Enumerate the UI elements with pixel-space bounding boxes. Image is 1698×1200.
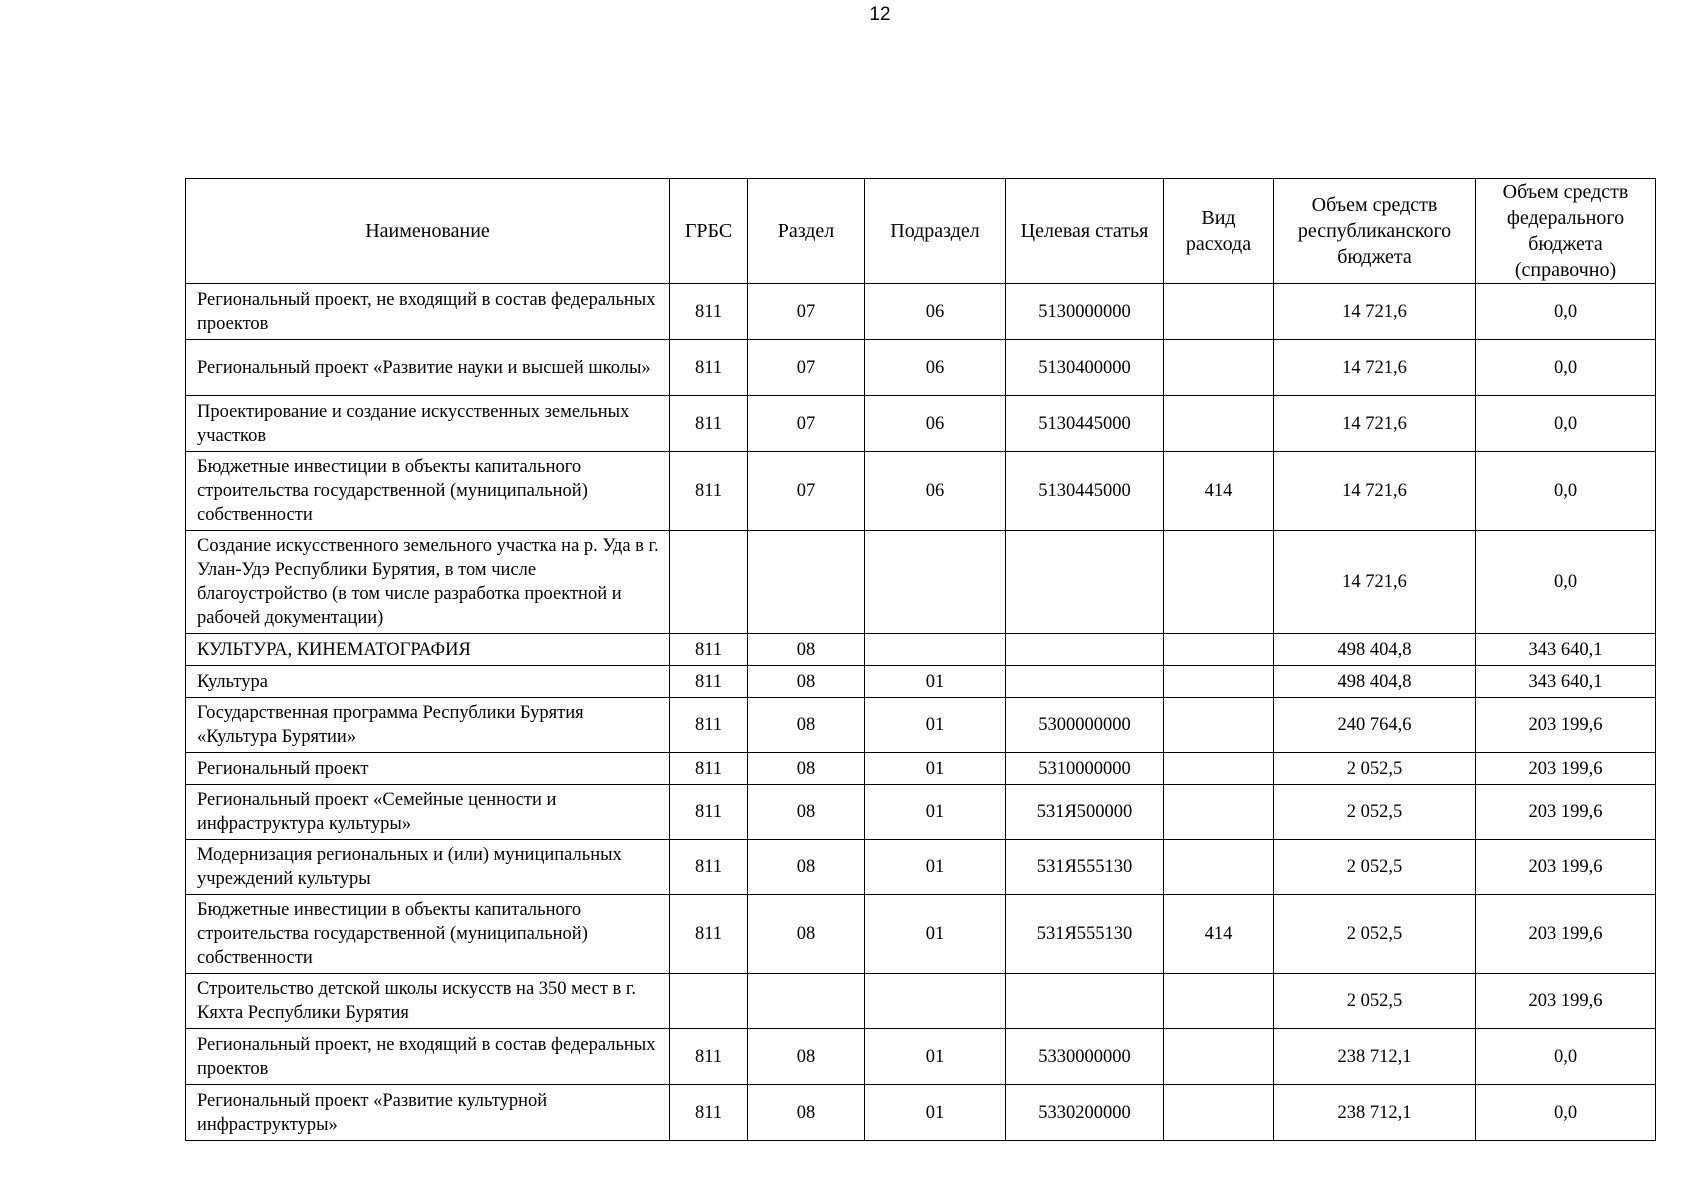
cell-resp-budget: 14 721,6 [1274,396,1476,452]
header-celevaya-statya: Целевая статья [1006,179,1164,284]
cell-razdel: 08 [748,1029,865,1085]
cell-razdel [748,974,865,1029]
cell-celevaya-statya: 5130400000 [1006,340,1164,396]
cell-name: Государственная программа Республики Бурятия «Культура Бурятии» [186,698,670,753]
cell-razdel [748,531,865,634]
cell-celevaya-statya: 5300000000 [1006,698,1164,753]
cell-podrazdel: 01 [865,840,1006,895]
cell-vid-rashoda [1164,396,1274,452]
cell-celevaya-statya [1006,974,1164,1029]
cell-fed-budget: 0,0 [1476,1029,1656,1085]
cell-razdel: 08 [748,785,865,840]
cell-fed-budget: 0,0 [1476,452,1656,531]
table-row [186,974,1656,1029]
cell-fed-budget: 203 199,6 [1476,974,1656,1029]
cell-grbs: 811 [670,284,748,340]
table-row [186,284,1656,340]
cell-resp-budget: 14 721,6 [1274,452,1476,531]
header-fed-budget: Объем средств федерального бюджета (справочно) [1476,179,1656,284]
cell-resp-budget: 2 052,5 [1274,785,1476,840]
cell-podrazdel: 01 [865,753,1006,785]
cell-celevaya-statya: 5310000000 [1006,753,1164,785]
table-row [186,452,1656,531]
cell-podrazdel: 01 [865,666,1006,698]
cell-razdel: 08 [748,666,865,698]
cell-celevaya-statya [1006,531,1164,634]
cell-celevaya-statya: 531Я555130 [1006,895,1164,974]
header-razdel: Раздел [748,179,865,284]
cell-celevaya-statya: 5130445000 [1006,396,1164,452]
cell-name: Бюджетные инвестиции в объекты капитального строительства государственной (муниципальной) собственности [186,895,670,974]
cell-resp-budget: 238 712,1 [1274,1085,1476,1141]
cell-name: Региональный проект «Развитие науки и высшей школы» [186,340,670,396]
cell-celevaya-statya: 531Я500000 [1006,785,1164,840]
cell-vid-rashoda [1164,340,1274,396]
cell-podrazdel [865,634,1006,666]
cell-fed-budget: 0,0 [1476,340,1656,396]
cell-celevaya-statya: 5330200000 [1006,1085,1164,1141]
cell-fed-budget: 343 640,1 [1476,634,1656,666]
cell-grbs [670,531,748,634]
table-row [186,895,1656,974]
cell-razdel: 08 [748,753,865,785]
table-body [186,284,1656,1141]
cell-resp-budget: 2 052,5 [1274,753,1476,785]
cell-name: Строительство детской школы искусств на 350 мест в г. Кяхта Республики Бурятия [186,974,670,1029]
cell-podrazdel: 06 [865,452,1006,531]
cell-resp-budget: 14 721,6 [1274,531,1476,634]
cell-grbs: 811 [670,753,748,785]
table-row [186,396,1656,452]
cell-celevaya-statya: 5130000000 [1006,284,1164,340]
cell-vid-rashoda [1164,531,1274,634]
cell-name: Создание искусственного земельного участка на р. Уда в г. Улан-Удэ Республики Бурятия, в том числе благоустройство (в том числе разработка проектной и рабочей документации) [186,531,670,634]
cell-resp-budget: 240 764,6 [1274,698,1476,753]
cell-fed-budget: 203 199,6 [1476,753,1656,785]
cell-celevaya-statya: 5130445000 [1006,452,1164,531]
cell-razdel: 07 [748,340,865,396]
cell-podrazdel: 01 [865,698,1006,753]
cell-name: Региональный проект, не входящий в состав федеральных проектов [186,1029,670,1085]
cell-grbs: 811 [670,1029,748,1085]
cell-name: Региональный проект «Развитие культурной инфраструктуры» [186,1085,670,1141]
cell-celevaya-statya: 531Я555130 [1006,840,1164,895]
cell-razdel: 07 [748,284,865,340]
cell-podrazdel: 01 [865,895,1006,974]
cell-fed-budget: 0,0 [1476,284,1656,340]
header-name: Наименование [186,179,670,284]
cell-name: Проектирование и создание искусственных земельных участков [186,396,670,452]
cell-resp-budget: 2 052,5 [1274,840,1476,895]
cell-resp-budget: 14 721,6 [1274,284,1476,340]
cell-vid-rashoda: 414 [1164,452,1274,531]
cell-vid-rashoda [1164,1085,1274,1141]
cell-razdel: 08 [748,698,865,753]
cell-fed-budget: 203 199,6 [1476,785,1656,840]
cell-podrazdel: 01 [865,785,1006,840]
table-row [186,1085,1656,1141]
cell-celevaya-statya [1006,666,1164,698]
cell-resp-budget: 238 712,1 [1274,1029,1476,1085]
cell-name: Региональный проект [186,753,670,785]
cell-grbs: 811 [670,340,748,396]
cell-podrazdel: 06 [865,284,1006,340]
cell-resp-budget: 2 052,5 [1274,895,1476,974]
cell-podrazdel: 01 [865,1085,1006,1141]
table-row [186,666,1656,698]
cell-fed-budget: 0,0 [1476,1085,1656,1141]
table-header-row [186,179,1656,284]
table-row [186,753,1656,785]
cell-grbs: 811 [670,840,748,895]
cell-fed-budget: 203 199,6 [1476,698,1656,753]
cell-vid-rashoda [1164,974,1274,1029]
cell-name: КУЛЬТУРА, КИНЕМАТОГРАФИЯ [186,634,670,666]
cell-razdel: 07 [748,452,865,531]
cell-fed-budget: 343 640,1 [1476,666,1656,698]
table-row [186,698,1656,753]
cell-podrazdel [865,531,1006,634]
cell-razdel: 07 [748,396,865,452]
table-row [186,340,1656,396]
budget-table [185,178,1656,1141]
cell-name: Культура [186,666,670,698]
table-row [186,785,1656,840]
cell-grbs: 811 [670,785,748,840]
cell-vid-rashoda [1164,840,1274,895]
cell-vid-rashoda [1164,753,1274,785]
cell-vid-rashoda [1164,666,1274,698]
cell-grbs: 811 [670,698,748,753]
cell-razdel: 08 [748,634,865,666]
cell-razdel: 08 [748,840,865,895]
cell-grbs: 811 [670,895,748,974]
header-podrazdel: Подраздел [865,179,1006,284]
cell-fed-budget: 203 199,6 [1476,840,1656,895]
cell-vid-rashoda: 414 [1164,895,1274,974]
cell-podrazdel: 01 [865,1029,1006,1085]
table-row [186,531,1656,634]
cell-name: Региональный проект, не входящий в состав федеральных проектов [186,284,670,340]
header-vid-rashoda: Вид расхода [1164,179,1274,284]
cell-resp-budget: 2 052,5 [1274,974,1476,1029]
cell-grbs: 811 [670,396,748,452]
table-row [186,840,1656,895]
cell-resp-budget: 498 404,8 [1274,666,1476,698]
cell-razdel: 08 [748,1085,865,1141]
table-row [186,1029,1656,1085]
cell-vid-rashoda [1164,634,1274,666]
cell-vid-rashoda [1164,698,1274,753]
cell-vid-rashoda [1164,1029,1274,1085]
cell-fed-budget: 203 199,6 [1476,895,1656,974]
cell-grbs: 811 [670,1085,748,1141]
cell-podrazdel: 06 [865,340,1006,396]
table-row [186,634,1656,666]
cell-podrazdel: 06 [865,396,1006,452]
header-grbs: ГРБС [670,179,748,284]
cell-resp-budget: 14 721,6 [1274,340,1476,396]
cell-celevaya-statya: 5330000000 [1006,1029,1164,1085]
cell-grbs: 811 [670,634,748,666]
cell-name: Бюджетные инвестиции в объекты капитального строительства государственной (муниципальной) собственности [186,452,670,531]
cell-grbs: 811 [670,452,748,531]
page-number: 12 [869,4,891,25]
cell-fed-budget: 0,0 [1476,396,1656,452]
cell-podrazdel [865,974,1006,1029]
cell-grbs: 811 [670,666,748,698]
cell-celevaya-statya [1006,634,1164,666]
cell-name: Модернизация региональных и (или) муниципальных учреждений культуры [186,840,670,895]
cell-razdel: 08 [748,895,865,974]
cell-grbs [670,974,748,1029]
cell-vid-rashoda [1164,785,1274,840]
cell-fed-budget: 0,0 [1476,531,1656,634]
cell-resp-budget: 498 404,8 [1274,634,1476,666]
header-resp-budget: Объем средств республиканского бюджета [1274,179,1476,284]
cell-name: Региональный проект «Семейные ценности и инфраструктура культуры» [186,785,670,840]
cell-vid-rashoda [1164,284,1274,340]
